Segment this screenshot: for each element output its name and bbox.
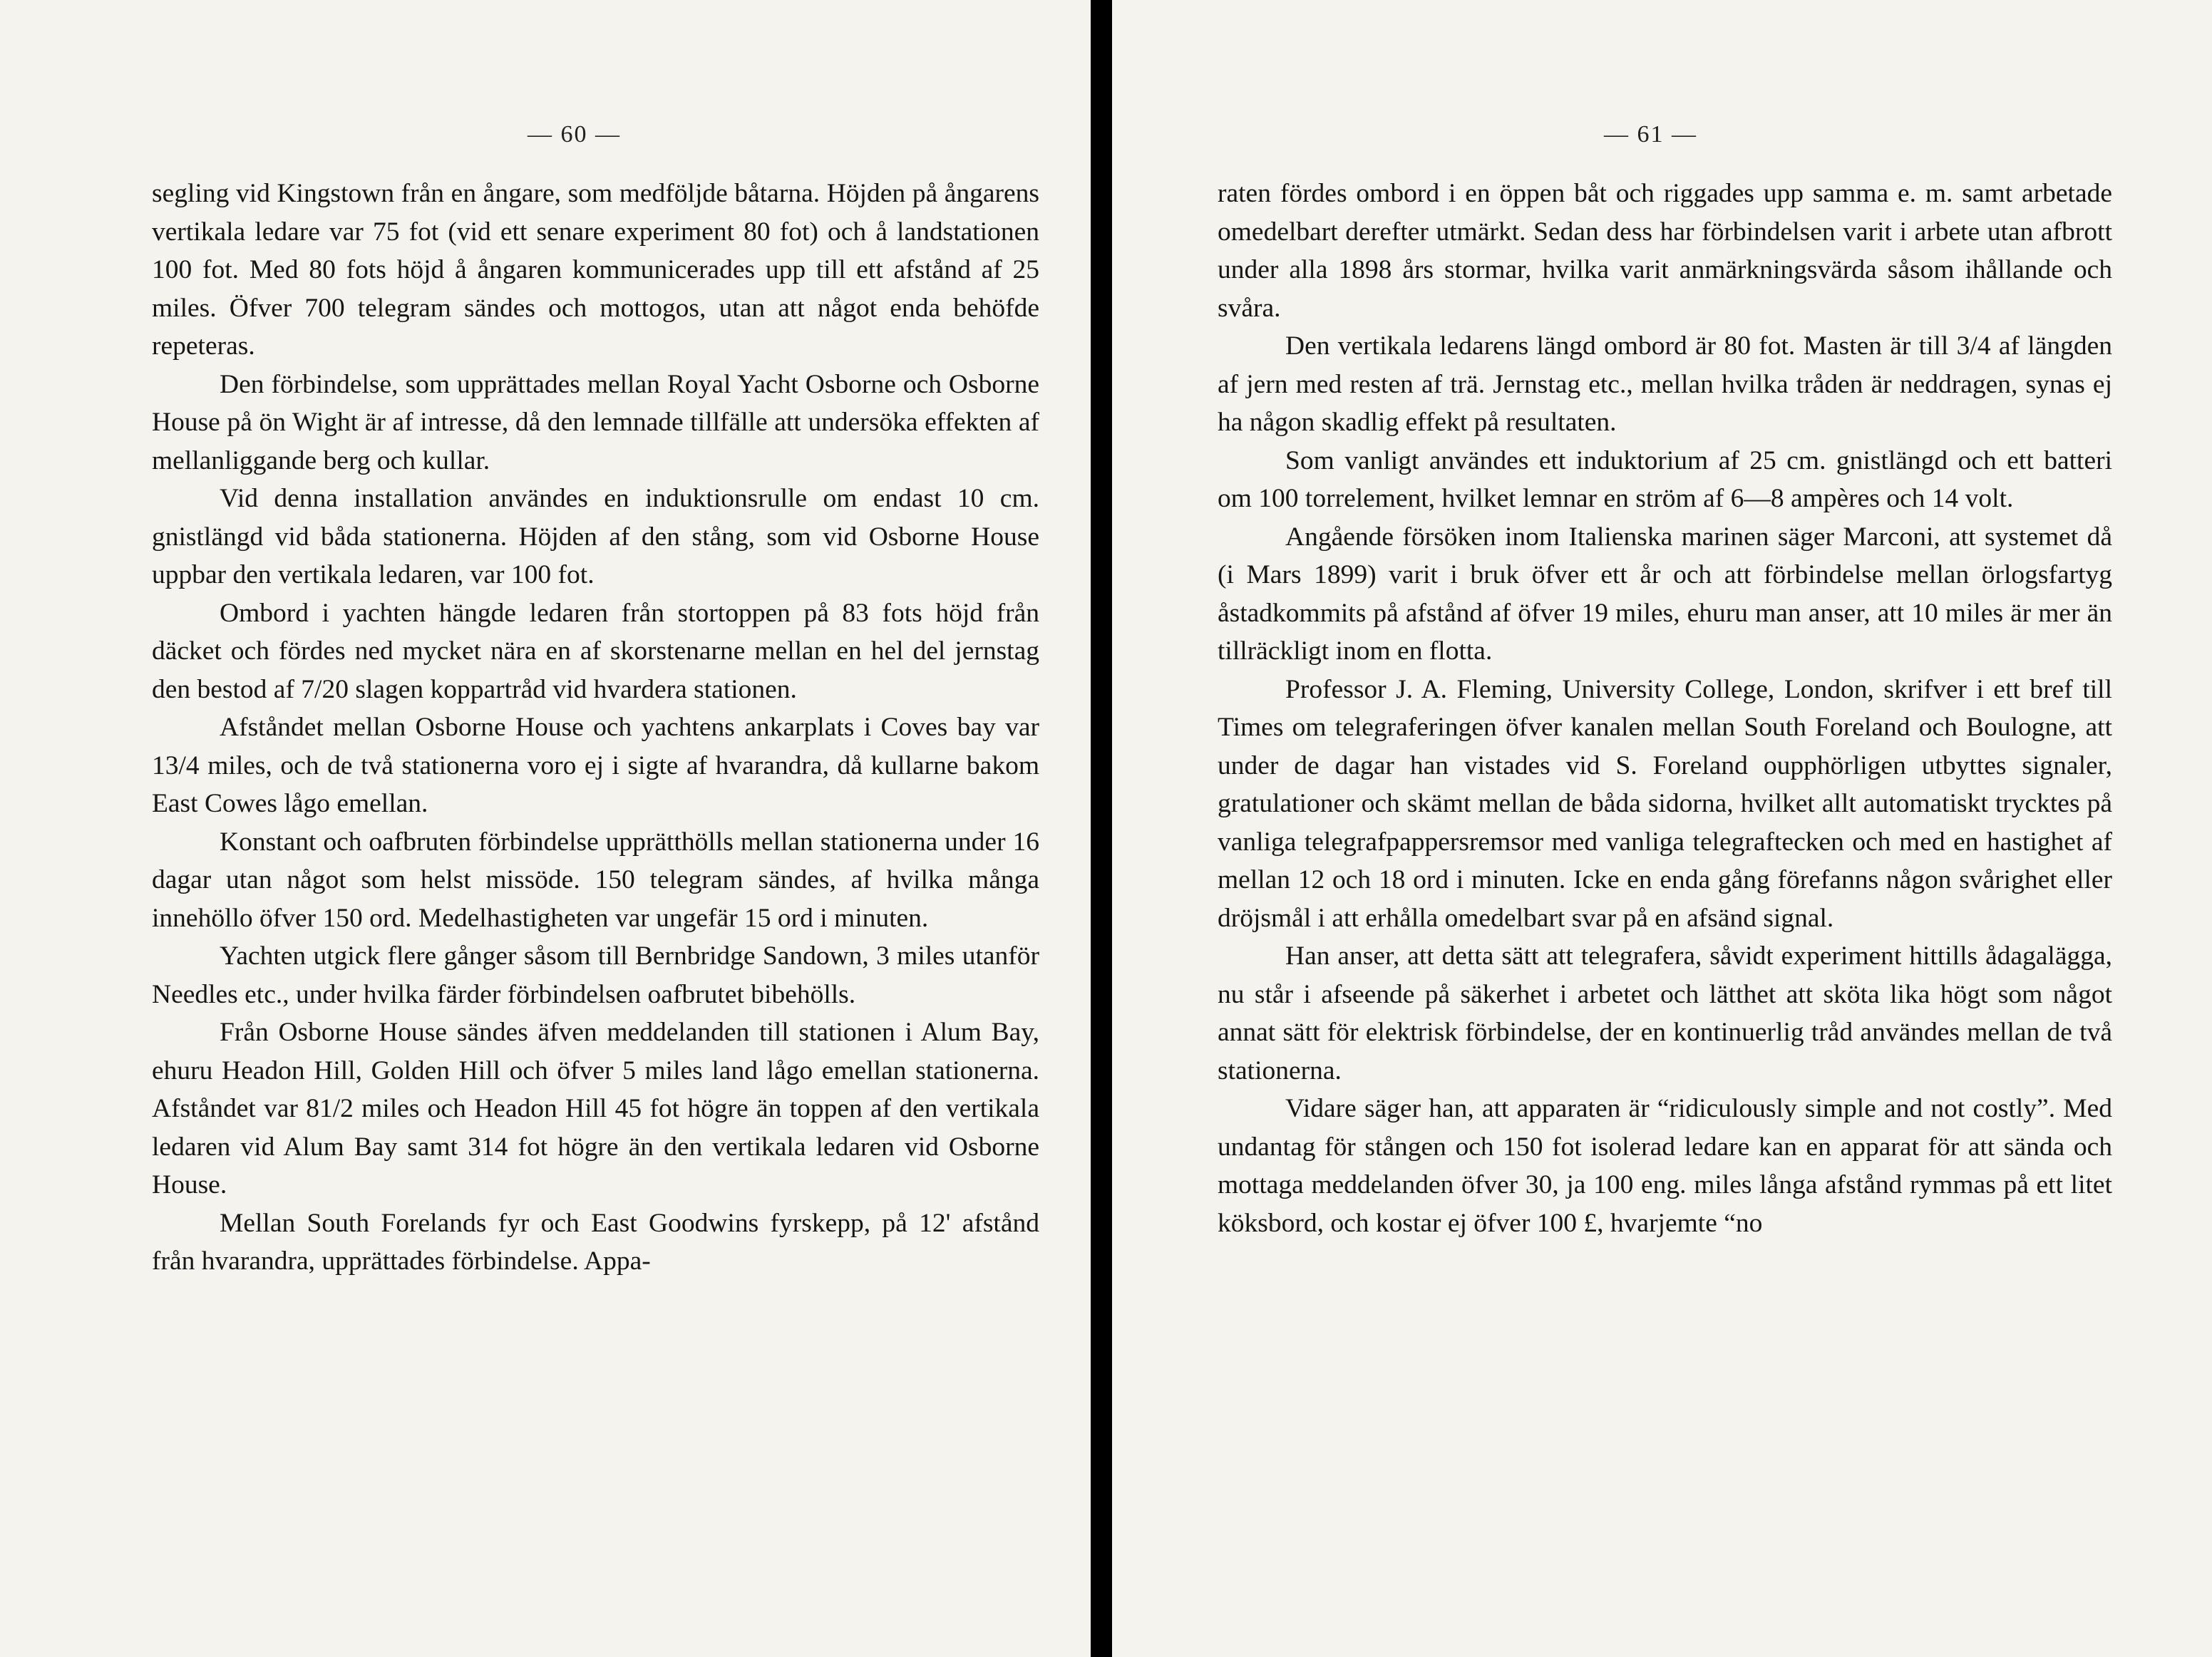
left-page xyxy=(0,0,1091,1657)
paragraph: Konstant och oafbruten förbindelse upprätthölls mellan stationerna under 16 dagar utan något som helst missöde. 150 telegram sändes, af hvilka många innehöllo öfver 150 ord. Medelhastigheten var ungefär 15 ord i minuten. xyxy=(152,827,1039,933)
paragraph: Professor J. A. Fleming, University College, London, skrifver i ett bref till Times om telegraferingen öfver kanalen mellan South Foreland och Boulogne, att under de dagar han vistades vid S. Foreland oupphörligen utbyttes signaler, gratulationer och skämt mellan de båda sidorna, hvilket allt automatiskt trycktes på vanliga telegrafpappersremsor med vanliga telegraftecken och med en hastighet af mellan 12 och 18 ord i minuten. Icke en enda gång förefanns någon svårighet eller dröjsmål i att erhålla omedelbart svar på en afsänd signal. xyxy=(1218,674,2112,933)
paragraph: Han anser, att detta sätt att telegrafera, såvidt experiment hittills ådagalägga, nu står i afseende på säkerhet i arbetet och lätthet att sköta lika högt som något annat sätt för elektrisk förbindelse, der en kontinuerlig tråd användes mellan de två stationerna. xyxy=(1218,941,2112,1085)
body-text xyxy=(152,175,1039,1281)
paragraph: Ombord i yachten hängde ledaren från stortoppen på 83 fots höjd från däcket och fördes ned mycket nära en af skorstenarne mellan en hel del jernstag den bestod af 7/20 slagen koppartråd vid hvardera stationen. xyxy=(152,598,1039,704)
paragraph: Från Osborne House sändes äfven meddelanden till stationen i Alum Bay, ehuru Headon Hill, Golden Hill och öfver 5 miles land lågo emellan stationerna. Afståndet var 81/2 miles och Headon Hill 45 fot högre än toppen af den vertikala ledaren vid Alum Bay samt 314 fot högre än den vertikala ledaren vid Osborne House. xyxy=(152,1018,1039,1199)
paragraph: segling vid Kingstown från en ångare, som medföljde båtarna. Höjden på ångarens vertikala ledare var 75 fot (vid ett senare experiment 80 fot) och å landstationen 100 fot. Med 80 fots höjd å ångaren kommunicerades upp till ett afstånd af 25 miles. Öfver 700 telegram sändes och mottogos, utan att något enda behöfde repeteras. xyxy=(152,179,1039,361)
paragraph: Den förbindelse, som upprättades mellan Royal Yacht Osborne och Osborne House på ön Wight är af intresse, då den lemnade tillfälle att undersöka effekten af mellanliggande berg och kullar. xyxy=(152,369,1039,475)
paragraph: Yachten utgick flere gånger såsom till Bernbridge Sandown, 3 miles utanför Needles etc., under hvilka färder förbindelsen oafbrutet bibehölls. xyxy=(152,941,1039,1009)
page-number: — 60 — xyxy=(528,121,621,148)
paragraph: Som vanligt användes ett induktorium af 25 cm. gnistlängd och ett batteri om 100 torrelement, hvilket lemnar en ström af 6—8 ampères och 14 volt. xyxy=(1218,445,2112,513)
paragraph: Mellan South Forelands fyr och East Goodwins fyrskepp, på 12' afstånd från hvarandra, upprättades förbindelse. Appa- xyxy=(152,1208,1039,1276)
paragraph: raten fördes ombord i en öppen båt och riggades upp samma e. m. samt arbetade omedelbart derefter utmärkt. Sedan dess har förbindelsen varit i arbete utan afbrott under alla 1898 års stormar, hvilka varit anmärkningsvärda såsom ihållande och svåra. xyxy=(1218,179,2112,323)
paragraph: Vid denna installation användes en induktionsrulle om endast 10 cm. gnistlängd vid båda stationerna. Höjden af den stång, som vid Osborne House uppbar den vertikala ledaren, var 100 fot. xyxy=(152,484,1039,589)
paragraph: Den vertikala ledarens längd ombord är 80 fot. Masten är till 3/4 af längden af jern med resten af trä. Jernstag etc., mellan hvilka tråden är neddragen, synas ej ha någon skadlig effekt på resultaten. xyxy=(1218,331,2112,437)
right-page xyxy=(1112,0,2212,1657)
page-number: — 61 — xyxy=(1604,121,1697,148)
paragraph: Afståndet mellan Osborne House och yachtens ankarplats i Coves bay var 13/4 miles, och de två stationerna voro ej i sigte af hvarandra, då kullarne bakom East Cowes lågo emellan. xyxy=(152,713,1039,818)
paragraph: Vidare säger han, att apparaten är “ridiculously simple and not costly”. Med undantag för stången och 150 fot isolerad ledare kan en apparat för att sända och mottaga meddelanden öfver 30, ja 100 eng. miles långa afstånd rymmas på ett litet köksbord, och kostar ej öfver 100 £, hvarjemte “no xyxy=(1218,1094,2112,1238)
body-text xyxy=(1218,175,2112,1242)
paragraph: Angående försöken inom Italienska marinen säger Marconi, att systemet då (i Mars 1899) varit i bruk öfver ett år och att förbindelse mellan örlogsfartyg åstadkommits på afstånd af öfver 19 miles, ehuru man anser, att 10 miles är mer än tillräckligt inom en flotta. xyxy=(1218,522,2112,666)
